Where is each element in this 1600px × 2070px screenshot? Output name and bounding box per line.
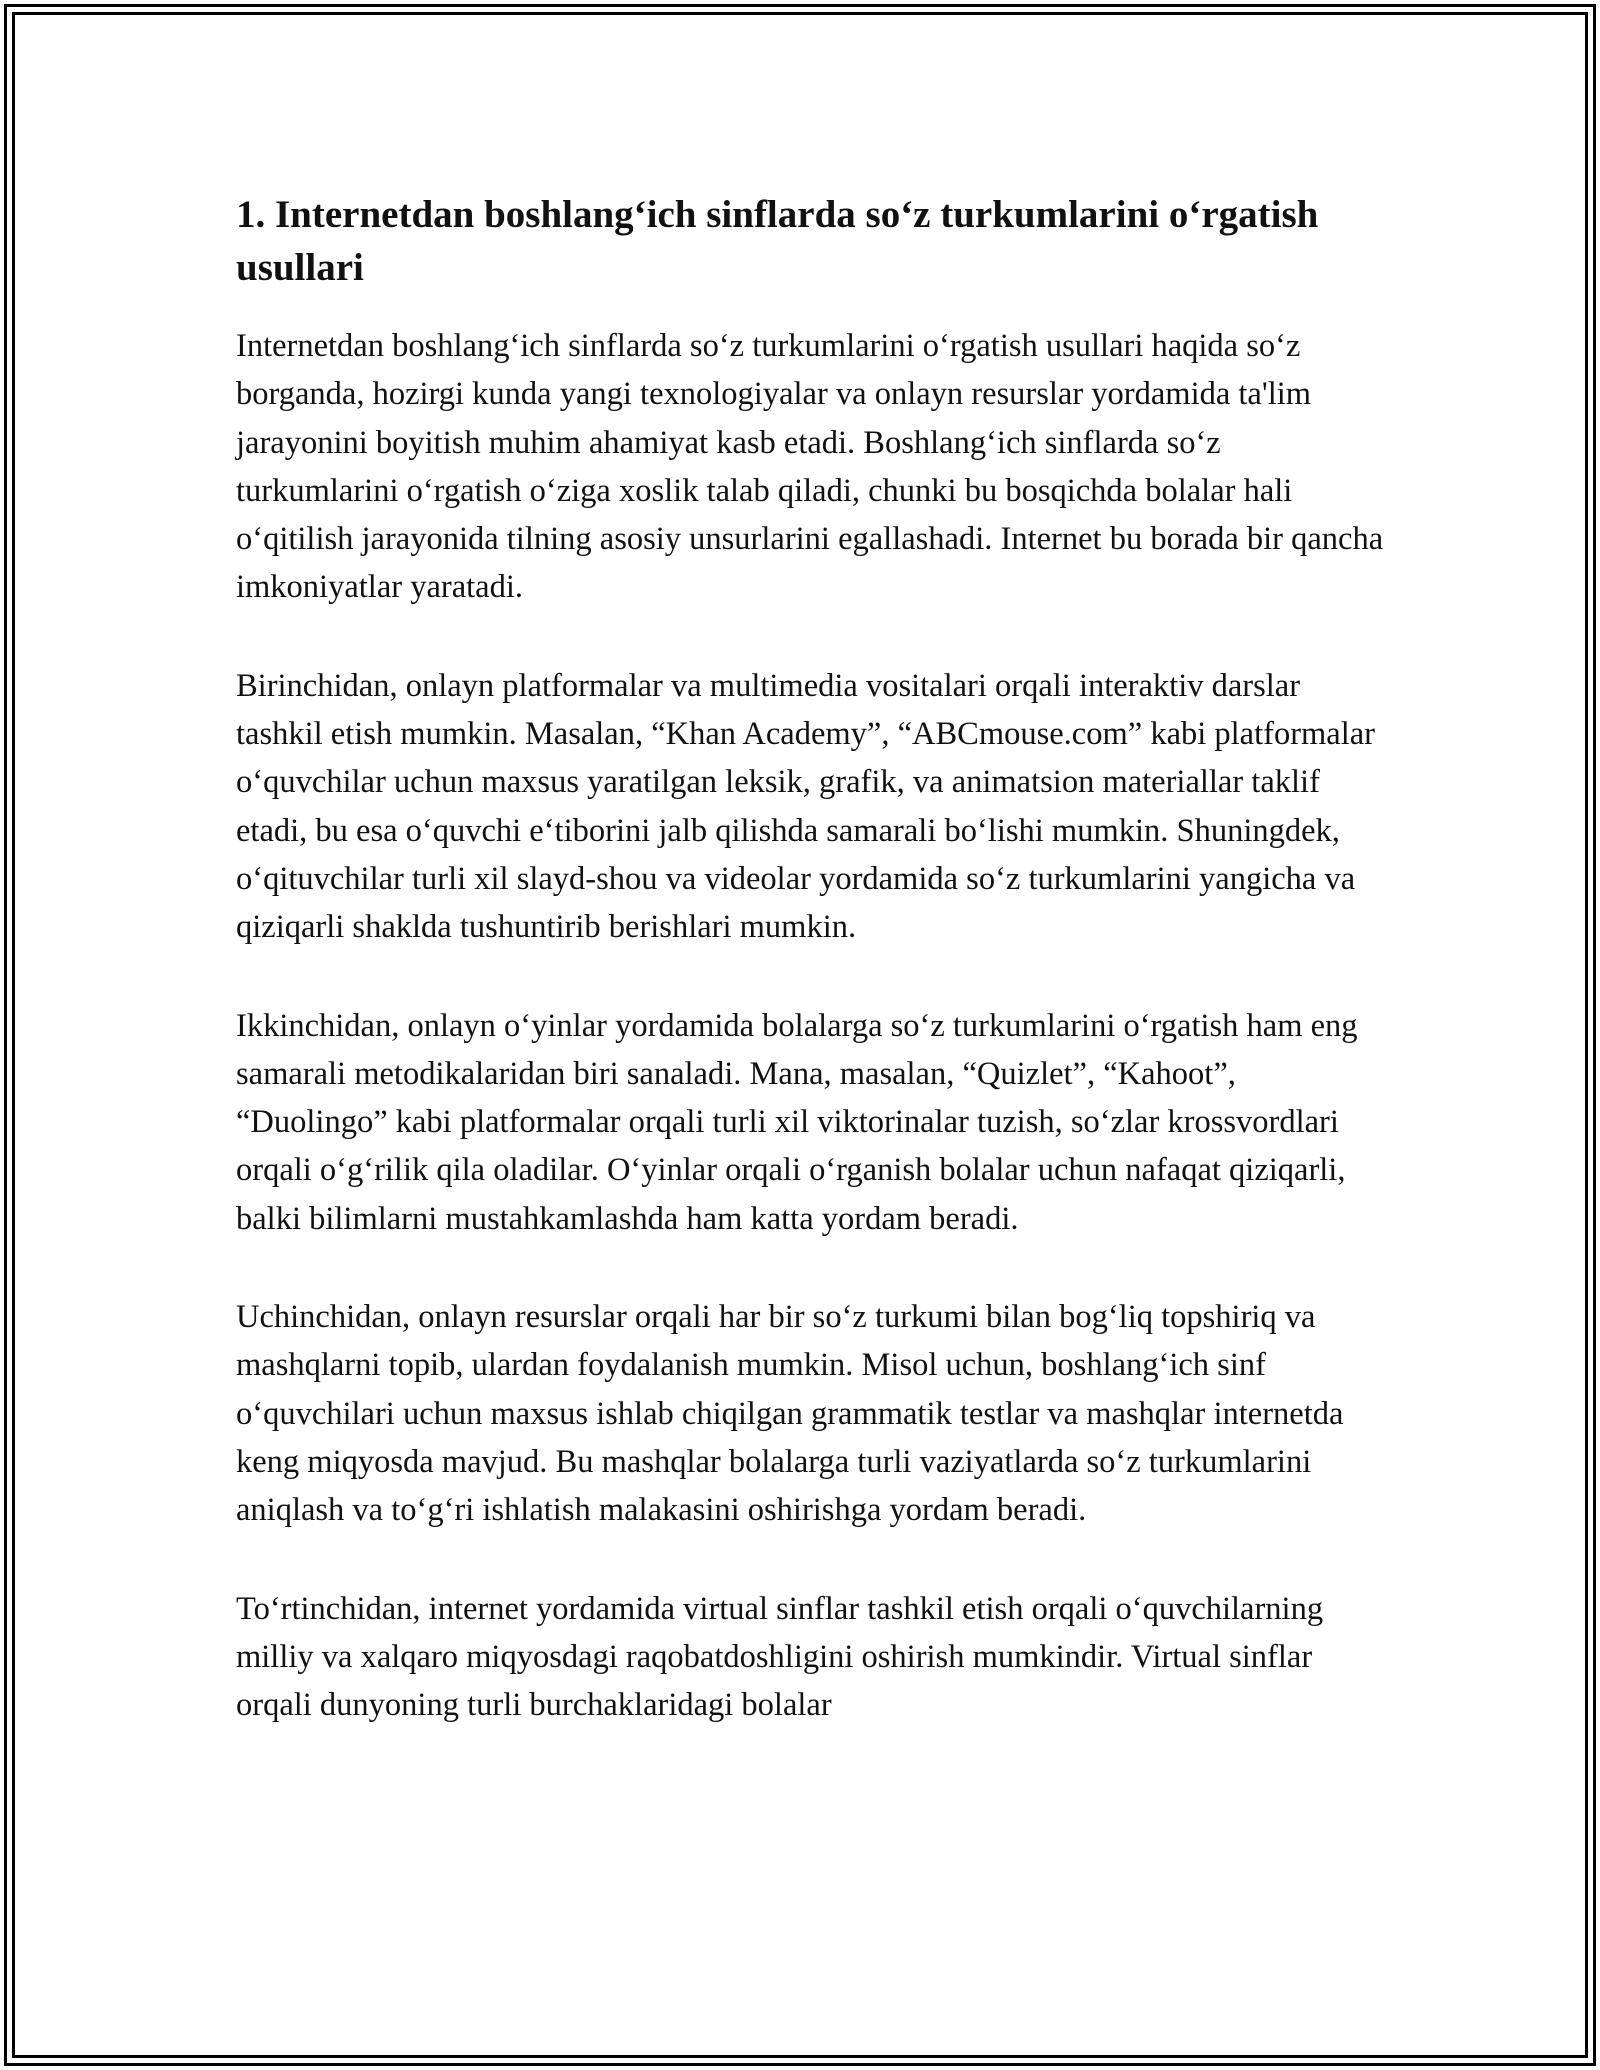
paragraph-third-point: Uchinchidan, onlayn resurslar orqali har bir so‘z turkumi bilan bog‘liq topshiriq va mashqlarni topib, ulardan foydalanish mumkin. Misol uchun, boshlang‘ich sinf o‘quvchilari uchun maxsus ishlab chiqilgan grammatik testlar va mashqlar internetda keng miqyosda mavjud. Bu mashqlar bolalarga turli vaziyatlarda so‘z turkumlarini aniqlash va to‘g‘ri ishlatish malakasini oshirishga yordam beradi.	[236, 1299, 1344, 1529]
paragraph-intro: Internetdan boshlang‘ich sinflarda so‘z turkumlarini o‘rgatish usullari haqida so‘z borganda, hozirgi kunda yangi texnologiyalar va onlayn resurslar yordamida ta'lim jarayonini boyitish muhim ahamiyat kasb etadi. Boshlang‘ich sinflarda so‘z turkumlarini o‘rgatish o‘ziga xoslik talab qiladi, chunki bu bosqichda bolalar hali o‘qitilish jarayonida tilning asosiy unsurlarini egallashadi. Internet bu borada bir qancha imkoniyatlar yaratadi.	[236, 328, 1384, 606]
paragraph-fourth-point: To‘rtinchidan, internet yordamida virtual sinflar tashkil etish orqali o‘quvchilarning milliy va xalqaro miqyosdagi raqobatdoshligini oshirish mumkindir. Virtual sinflar orqali dunyoning turli burchaklaridagi bolalar	[236, 1590, 1324, 1724]
paragraph-first-point: Birinchidan, onlayn platformalar va multimedia vositalari orqali interaktiv darslar tashkil etish mumkin. Masalan, “Khan Academy”, “ABCmouse.com” kabi platformalar o‘quvchilar uchun maxsus yaratilgan leksik, grafik, va animatsion materiallar taklif etadi, bu esa o‘quvchi e‘tiborini jalb qilishda samarali bo‘lishi mumkin. Shuningdek, o‘qituvchilar turli xil slayd-shou va videolar yordamida so‘z turkumlarini yangicha va qiziqarli shaklda tushuntirib berishlari mumkin.	[236, 667, 1376, 946]
document-title: 1. Internetdan boshlang‘ich sinflarda so‘z turkumlarini o‘rgatish usullari	[236, 193, 1319, 289]
paragraph-second-point: Ikkinchidan, onlayn o‘yinlar yordamida bolalarga so‘z turkumlarini o‘rgatish ham eng samarali metodikalaridan biri sanaladi. Mana, masalan, “Quizlet”, “Kahoot”, “Duolingo” kabi platformalar orqali turli xil viktorinalar tuzish, so‘zlar krossvordlari orqali o‘g‘rilik qila oladilar. O‘yinlar orqali o‘rganish bolalar uchun nafaqat qiziqarli, balki bilimlarni mustahkamlashda ham katta yordam beradi.	[236, 1007, 1358, 1237]
document-body	[236, 188, 1386, 1779]
